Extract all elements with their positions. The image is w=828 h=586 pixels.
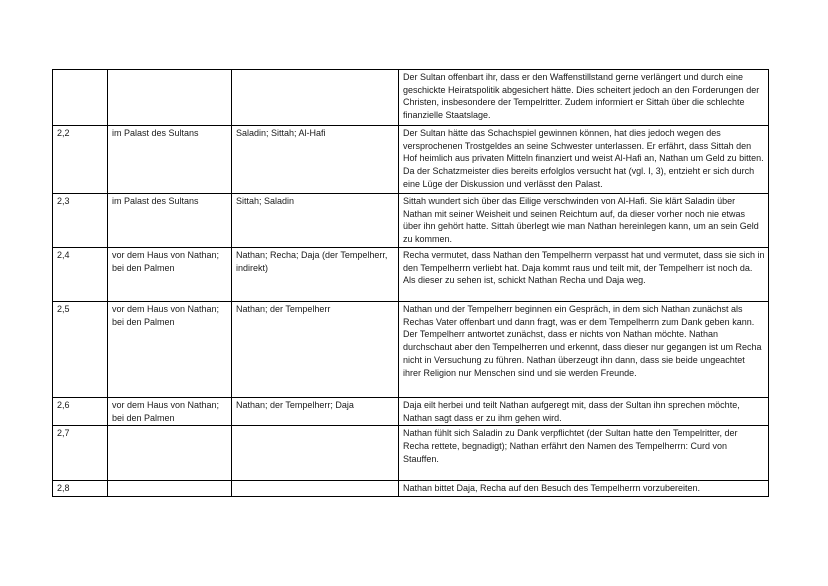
place-cell: vor dem Haus von Nathan; bei den Palmen [108, 248, 232, 302]
scene-number-cell: 2,7 [53, 426, 108, 481]
persons-cell: Nathan; Recha; Daja (der Tempelherr, indirekt) [232, 248, 399, 302]
table-row [53, 126, 769, 194]
scene-number-cell: 2,8 [53, 481, 108, 497]
persons-cell: Nathan; der Tempelherr; Daja [232, 398, 399, 426]
table-row [53, 302, 769, 398]
content-cell: Sittah wundert sich über das Eilige verschwinden von Al-Hafi. Sie klärt Saladin über Nathan mit seiner Weisheit und seinen Reichtum auf, da dieser vorher noch nie etwas über ihn gehört hatte. Sittah überlegt wie man Nathan hereinlegen kann, um an sein Geld zu kommen. [399, 194, 769, 248]
table-row [53, 70, 769, 126]
content-cell: Der Sultan hätte das Schachspiel gewinnen können, hat dies jedoch wegen des versprochenen Trostgeldes an seine Schwester unterlassen. Er erfährt, dass Sittah den Hof heimlich aus privaten Mitteln finanziert und weist Al-Hafi an, Nathan um Geld zu bitten. Da der Schatzmeister dies bereits erfolglos versucht hat (vgl. I, 3), entzieht er sich durch eine Lüge der Diskussion und verlässt den Palast. [399, 126, 769, 194]
table-row [53, 481, 769, 497]
content-cell: Daja eilt herbei und teilt Nathan aufgeregt mit, dass der Sultan ihn sprechen möchte, Nathan sagt dass er zu ihm gehen wird. [399, 398, 769, 426]
scene-number-cell: 2,2 [53, 126, 108, 194]
content-cell: Recha vermutet, dass Nathan den Tempelherrn verpasst hat und vermutet, dass sie sich in den Tempelherrn verliebt hat. Daja kommt raus und teilt mit, der Tempelherr ist noch da. Als dieser zu sehen ist, schickt Nathan Recha und Daja weg. [399, 248, 769, 302]
scene-number-cell: 2,6 [53, 398, 108, 426]
persons-cell: Sittah; Saladin [232, 194, 399, 248]
persons-cell: Saladin; Sittah; Al-Hafi [232, 126, 399, 194]
scene-number-cell: 2,5 [53, 302, 108, 398]
place-cell: vor dem Haus von Nathan; bei den Palmen [108, 302, 232, 398]
persons-cell: Nathan; der Tempelherr [232, 302, 399, 398]
table-row [53, 426, 769, 481]
place-cell [108, 481, 232, 497]
content-cell: Der Sultan offenbart ihr, dass er den Waffenstillstand gerne verlängert und durch eine geschickte Heiratspolitik abgesichert hätte. Dies scheitert jedoch an den Forderungen der Christen, insbesondere der Tempelritter. Zudem informiert er Sittah über die schlechte finanzielle Staatslage. [399, 70, 769, 126]
scene-number-cell: 2,3 [53, 194, 108, 248]
content-cell: Nathan fühlt sich Saladin zu Dank verpflichtet (der Sultan hatte den Tempelritter, der Recha rettete, begnadigt); Nathan erfährt den Namen des Tempelherrn: Curd von Stauffen. [399, 426, 769, 481]
scene-number-cell: 2,4 [53, 248, 108, 302]
place-cell [108, 426, 232, 481]
place-cell: im Palast des Sultans [108, 194, 232, 248]
scene-number-cell [53, 70, 108, 126]
table-row [53, 194, 769, 248]
scene-table [52, 69, 769, 497]
content-cell: Nathan und der Tempelherr beginnen ein Gespräch, in dem sich Nathan zunächst als Rechas Vater offenbart und dann fragt, was er dem Tempelherrn zum Dank geben kann. Der Tempelherr antwortet zunächst, dass er nichts von Nathan möchte. Nathan durchschaut aber den Tempelherren und erkennt, dass dieser nur gegangen ist um Recha nicht in Versuchung zu führen. Nathan überzeugt ihn dann, dass sie beide ungeachtet ihrer Religion nur Menschen sind und sie werden Freunde. [399, 302, 769, 398]
place-cell: im Palast des Sultans [108, 126, 232, 194]
table-row [53, 398, 769, 426]
content-cell: Nathan bittet Daja, Recha auf den Besuch des Tempelherrn vorzubereiten. [399, 481, 769, 497]
table-row [53, 248, 769, 302]
persons-cell [232, 426, 399, 481]
place-cell: vor dem Haus von Nathan; bei den Palmen [108, 398, 232, 426]
persons-cell [232, 481, 399, 497]
place-cell [108, 70, 232, 126]
persons-cell [232, 70, 399, 126]
